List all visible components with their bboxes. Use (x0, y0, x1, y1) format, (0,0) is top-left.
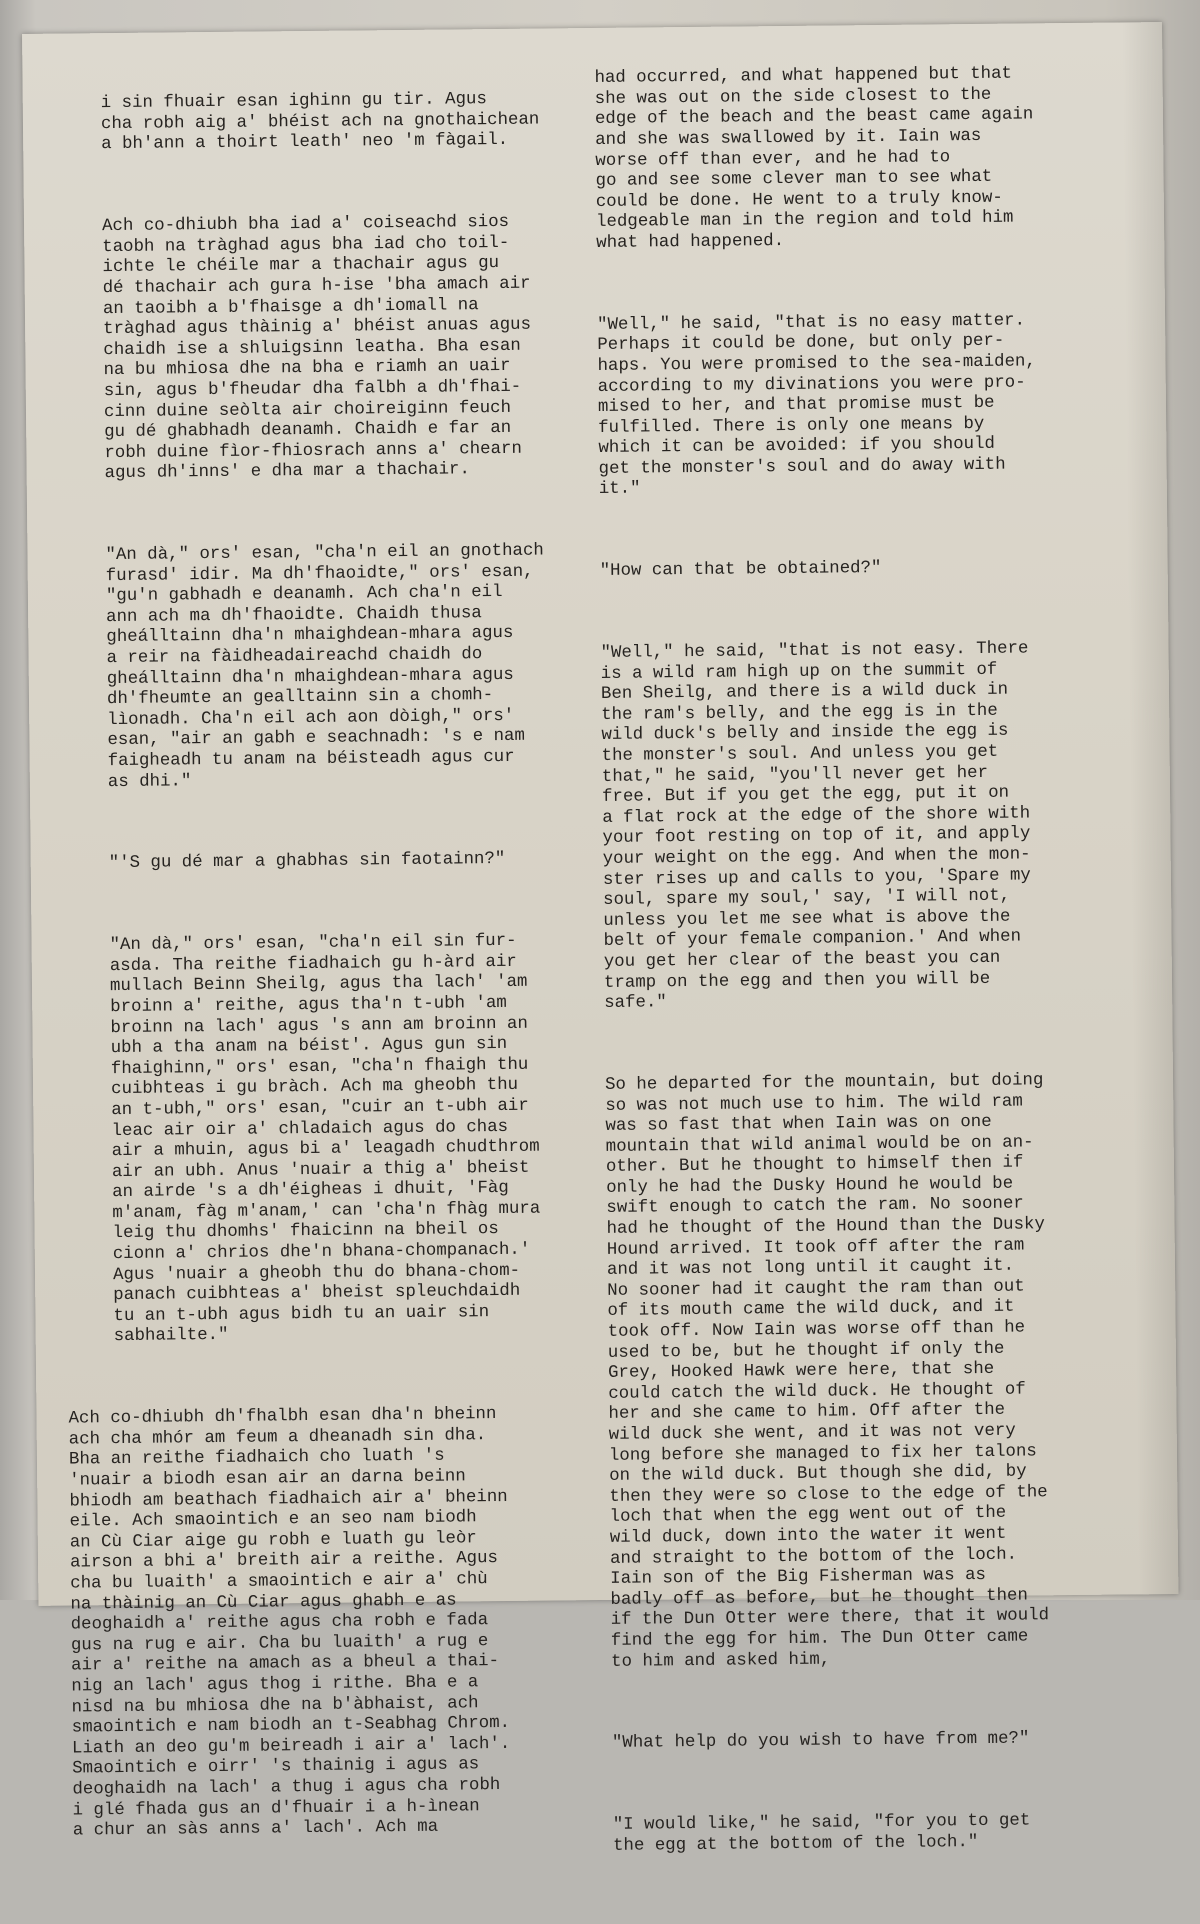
left-paragraph-6: Ach co-dhiubh dh'fhalbh esan dha'n bheinn ach cha mhór am feum a dheanadh sin dha. Bha an reithe fiadhaich cho luath 's 'nuair a biodh esan air an darna beinn bhiodh am beathach fiadhaich air a' bheinn eile. Ach smaointich e an seo nam biodh an Cù Ciar aige gu robh e luath gu leòr airson a bhi a' breith air a reithe. Agus cha bu luaith' a smaointich e air a' chù na thàinig an Cù Ciar agus ghabh e as deoghaidh a' reithe agus cha robh e fada gus na rug e air. Cha bu luaith' a rug e air a' reithe na amach as a bheul a thai- nig an lach' agus thog i rithe. Bha e a nisd na bu mhiosa dhe na b'àbhaist, ach smaointich e nam biodh an t-Seabhag Chrom. Liath an deo gu'm beireadh i air a' lach'. Smaointich e oirr' 's thainig i agus as deoghaidh na lach' a thug i agus cha robh i glé fhada gus an d'fhuair i a h-ìnean a chur an sàs anns a' lach'. Ach ma (68, 1405, 511, 1841)
right-paragraph-6: "What help do you wish to have from me?" (611, 1729, 1030, 1754)
english-text-column (594, 22, 1159, 1918)
left-paragraph-1: i sin fhuair esan ighinn gu tir. Agus cha robh aig a' bhéist ach na gnothaichean a bh'ann a thoirt leath' neo 'm fàgail. (100, 90, 540, 155)
left-paragraph-3: "An dà," ors' esan, "cha'n eil an gnothach furasd' idir. Ma dh'fhaoidte," ors' esan, "gu'n gabhadh e deanamh. Ach cha'n eil ann ach ma dh'fhaoidte. Chaidh thusa gheálltainn dha'n mhaighdean-mhara agus a reir na fàidheadaireachd chaidh do gheálltainn dha'n mhaighdean-mhara agus dh'fheumte an gealltainn sin a chomh- lìonadh. Cha'n eil ach aon dòigh," ors' esan, "air an gabh e seachnadh: 's e nam faigheadh tu anam na béisteadh agus cur as dhi." (105, 541, 544, 792)
right-paragraph-3: "How can that be obtained?" (599, 559, 882, 582)
right-paragraph-7: "I would like," he said, "for you to get the egg at the bottom of the loch." (612, 1811, 1031, 1856)
right-paragraph-4: "Well," he said, "that is not easy. There is a wild ram high up on the summit of Ben Sheilg, and there is a wild duck in the ram's belly, and the egg is in the wild duck's belly and inside the egg is the monster's soul. And unless you get that," he said, "you'll never get her free. But if you get the egg, put it on a flat rock at the edge of the shore with your foot resting on top of it, and apply your weight on the egg. And when the mon- ster rises up and calls to you, 'Spare my soul, spare my soul,' say, 'I will not, unless you let me see what is above the belt of your female companion.' And when you get her clear of the beast you can tramp on the egg and then you will be safe." (600, 639, 1031, 1014)
right-paragraph-1: had occurred, and what happened but that she was out on the side closest to the edge of the beach and the beast came again and she was swallowed by it. Iain was worse off than ever, and he had to go and see some clever man to see what could be done. He went to a truly know- ledgeable man in the region and told him what had happened. (594, 64, 1034, 253)
typewritten-page (22, 22, 1178, 1856)
right-paragraph-2: "Well," he said, "that is no easy matter. Perhaps it could be done, but only per- haps. You were promised to the sea-maiden, according to my divinations you were pro- mised to her, and that promise must be fulfilled. There is only one means by which it can be avoided: if you should get the monster's soul and do away with it." (597, 311, 1036, 500)
left-paragraph-5: "An dà," ors' esan, "cha'n eil sin fur- asda. Tha reithe fiadhaich gu h-àrd air mullach Beinn Sheilg, agus tha lach' 'am broinn a' reithe, agus tha'n t-ubh 'am broinn na lach' agus 's ann am broinn an ubh a tha anam na béist'. Agus gun sin fhaighinn," ors' esan, "cha'n fhaigh thu cuibhteas i gu bràch. Ach ma gheobh thu an t-ubh," ors' esan, "cuir an t-ubh air leac air oir a' chladaich agus do chas air a mhuin, agus bi a' leagadh chudthrom air an ubh. Anus 'nuair a thig a' bheist an airde 's a dh'éigheas i dhuit, 'Fàg m'anam, fàg m'anam,' can 'cha'n fhàg mura leig thu dhomhs' fhaicinn na bheil os cionn a' chrios dhe'n bhana-chompanach.' Agus 'nuair a gheobh thu do bhana-chom- panach cuibhteas a' bheist spleuchdaidh tu an t-ubh agus bidh tu an uair sin sabhailte." (109, 931, 541, 1347)
left-paragraph-2: Ach co-dhiubh bha iad a' coiseachd sios taobh na tràghad agus bha iad cho toil- ichte le chéile mar a thachair agus gu dé thachair ach gura h-ise 'bha amach air an taoibh a b'fhaisge a dh'iomall na tràghad agus thàinig a' bhéist anuas agus chaidh ise a shluigsinn leatha. Bha esan na bu mhiosa dhe na bha e riamh an uair sin, agus b'fheudar dha falbh a dh'fhai- cinn duine seòlta air choireiginn feuch gu dé ghabhadh deanamh. Chaidh e far an robh duine fìor-fhiosrach anns a' chearn agus dh'inns' e dha mar a thachair. (101, 213, 532, 484)
gaelic-text-column (54, 48, 613, 1903)
left-paragraph-4: "'S gu dé mar a ghabhas sin faotainn?" (108, 850, 506, 874)
right-paragraph-5: So he departed for the mountain, but doing so was not much use to him. The wild ram was so fast that when Iain was on one mountain that wild animal would be on an- other. But he thought to himself then if only he had the Dusky Hound he would be swift enough to catch the ram. No sooner had he thought of the Hound than the Dusky Hound arrived. It took off after the ram and it was not long until it caught it. No sooner had it caught the ram than out of its mouth came the wild duck, and it took off. Now Iain was worse off than he used to be, but he thought if only the Grey, Hooked Hawk were here, that she could catch the wild duck. He thought of her and she came to him. Off after the wild duck she went, and it was not very long before she managed to fix her talons on the wild duck. But though she did, by then they were so close to the edge of the loch that when the egg went out of the wild duck, down into the water it went and straight to the bottom of the loch. Iain son of the Big Fisherman was as badly off as before, but he thought then if the Dun Otter were there, that it would find the egg for him. The Dun Otter came to him and asked him, (604, 1071, 1050, 1672)
